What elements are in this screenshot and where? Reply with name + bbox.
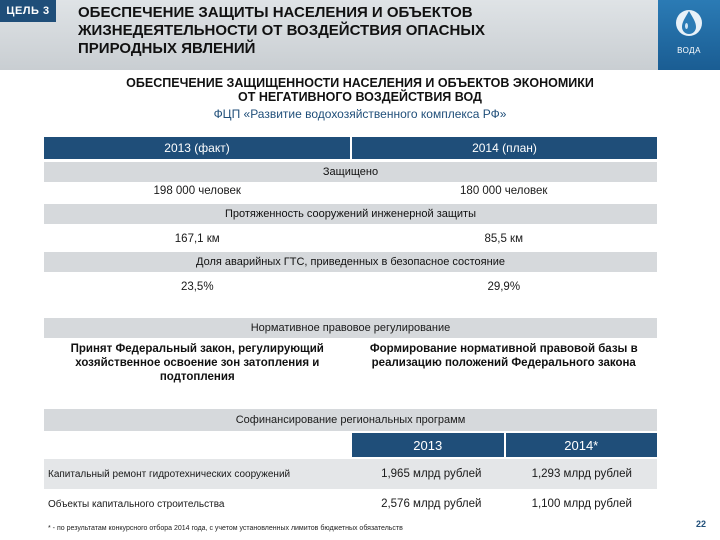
value-2013: 1,965 млрд рублей [381,468,482,480]
value-2014: 180 000 человек [460,185,548,197]
section-heading-line1: ОБЕСПЕЧЕНИЕ ЗАЩИЩЕННОСТИ НАСЕЛЕНИЯ И ОБЪЕКТОВ ЭКОНОМИКИ [126,76,594,90]
row-label: Капитальный ремонт гидротехнических сооружений [48,468,291,480]
page-number: 22 [695,519,706,529]
indicator-label: Защищено [44,162,657,182]
value-2014: 1,100 млрд рублей [531,498,632,510]
header-bar [0,0,720,70]
value-2013: 23,5% [180,281,214,293]
indicator-values [44,278,657,296]
cofinancing-heading: Софинансирование региональных программ [44,409,657,431]
indicators-table [44,137,657,296]
page-title: ОБЕСПЕЧЕНИЕ ЗАЩИТЫ НАСЕЛЕНИЯ И ОБЪЕКТОВ ЖИЗНЕДЕЯТЕЛЬНОСТИ ОТ ВОЗДЕЙСТВИЯ ОПАСНЫХ ПРИРОДНЫХ ЯВЛЕНИЙ [78,4,486,57]
value-2014: 29,9% [487,281,521,293]
logo-label: ВОДА [677,46,701,55]
water-drop-icon [676,6,702,40]
value-2013: 167,1 км [174,233,220,245]
regulation-left: Принят Федеральный закон, регулирующий хозяйственное освоение зон затопления и подтопления [70,343,324,383]
table-row [44,489,657,519]
section-heading [0,76,720,104]
value-2014: 85,5 км [484,233,523,245]
regulation-content [44,342,657,398]
value-2013: 198 000 человек [153,185,241,197]
col-2014-header: 2014* [564,437,599,453]
section-heading-line2: ОТ НЕГАТИВНОГО ВОЗДЕЙСТВИЯ ВОД [238,90,482,104]
col-2013-header: 2013 [413,437,443,453]
indicator-values [44,182,657,200]
regulation-right: Формирование нормативной правовой базы в реализацию положений Федерального закона [369,343,638,369]
indicators-header [44,137,657,159]
program-name: ФЦП «Развитие водохозяйственного комплекса РФ» [213,107,507,121]
indicator-values [44,230,657,248]
value-2013: 2,576 млрд рублей [381,498,482,510]
footnote: * - по результатам конкурсного отбора 2014 года, с учетом установленных лимитов бюджетных обязательств [48,525,403,532]
col-2014-header: 2014 (план) [472,141,537,155]
goal-badge: ЦЕЛЬ 3 [0,0,56,22]
value-2014: 1,293 млрд рублей [531,468,632,480]
indicator-label: Протяженность сооружений инженерной защиты [44,204,657,224]
cofinancing-header [352,433,657,457]
table-row [44,459,657,489]
regulation-heading: Нормативное правовое регулирование [44,318,657,338]
indicator-label: Доля аварийных ГТС, приведенных в безопасное состояние [44,252,657,272]
logo [658,0,720,70]
row-label: Объекты капитального строительства [48,498,225,510]
col-2013-header: 2013 (факт) [164,141,230,155]
